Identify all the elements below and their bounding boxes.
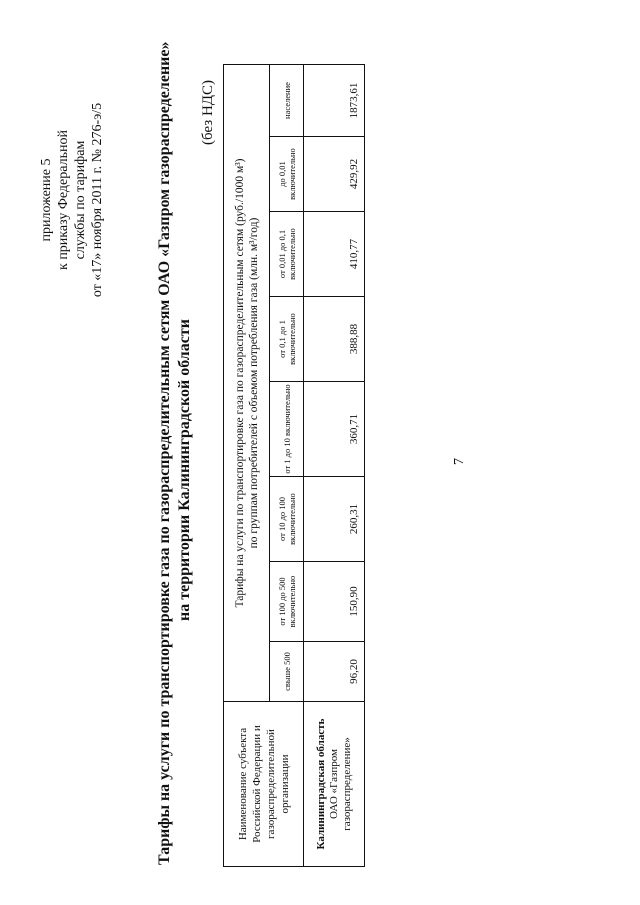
appendix-line-3: службы по тарифам (73, 140, 88, 260)
page-number: 7 (452, 458, 467, 465)
column-header: от 0,01 до 0,1 включительно (270, 212, 304, 297)
column-header: до 0,01 включительно (270, 137, 304, 212)
subject-header: Наименование субъекта Российской Федерации и газораспределительной организации (224, 702, 304, 867)
tariff-value: 260,31 (304, 477, 365, 562)
tariff-value: 150,90 (304, 562, 365, 642)
appendix-line-2: к приказу Федеральной (56, 130, 71, 270)
tariff-value: 388,88 (304, 297, 365, 382)
tariff-value: 96,20 (304, 642, 365, 702)
tariff-value: 410,77 (304, 212, 365, 297)
tariff-group-header (224, 65, 270, 702)
title-line-2: на территории Калининградской области (176, 319, 193, 621)
title-line-1: Тарифы на услуги по транспортировке газа по газораспределительным сетям ОАО «Газпром газораспределение» (156, 41, 173, 865)
column-header: от 10 до 100 включительно (270, 477, 304, 562)
column-header: от 100 до 500 включительно (270, 562, 304, 642)
tariff-group-header-line-1: Тарифы на услуги по транспортировке газа по газораспределительным сетям (руб./1000 м³) (233, 158, 246, 608)
tariff-value: 429,92 (304, 137, 365, 212)
table-header-row-1 (224, 65, 270, 867)
tariff-group-header-line-2: по группам потребителей с объемом потребления газа (млн. м³/год) (247, 217, 260, 549)
region-name: Калининградская область (314, 718, 327, 850)
region-cell (304, 702, 365, 867)
table-row (304, 65, 365, 867)
appendix-line-4: от «17» ноября 2011 г. № 276-э/5 (90, 102, 105, 298)
organization-name: ОАО «Газпром газораспределение» (327, 737, 353, 831)
column-header: от 1 до 10 включительно (270, 382, 304, 477)
column-header: свыше 500 (270, 642, 304, 702)
tariff-value: 1873,61 (304, 65, 365, 137)
appendix-block (38, 70, 106, 330)
tariff-table (223, 64, 365, 867)
appendix-line-1: приложение 5 (39, 158, 54, 242)
column-header: население (270, 65, 304, 137)
document-title (155, 41, 195, 865)
vat-note: (без НДС) (200, 79, 216, 145)
column-header: от 0,1 до 1 включительно (270, 297, 304, 382)
tariff-value: 360,71 (304, 382, 365, 477)
